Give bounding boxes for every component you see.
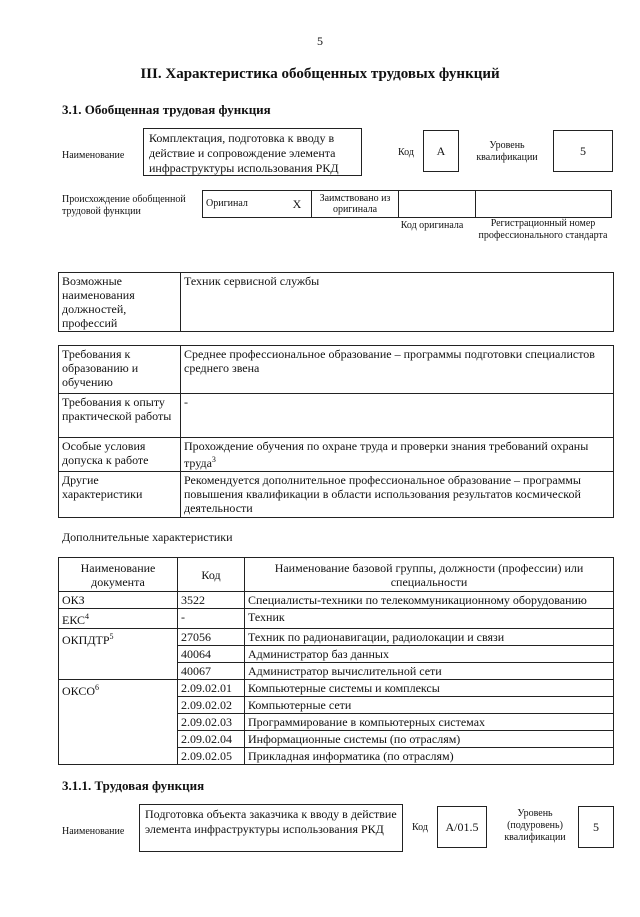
footnote-3: 3 [211, 455, 216, 464]
req-access-label: Особые условия допуска к работе [59, 438, 181, 472]
orig-code-label: Код оригинала [400, 220, 464, 231]
okso-name: Прикладная информатика (по отраслям) [245, 748, 614, 765]
section-heading-3-1: 3.1. Обобщенная трудовая функция [62, 102, 271, 117]
original-mark: X [283, 191, 312, 218]
original-label: Оригинал [203, 191, 284, 218]
okpdtr-name: Администратор вычислительной сети [245, 663, 614, 680]
okpdtr-code: 40067 [178, 663, 245, 680]
okso-code: 2.09.02.02 [178, 697, 245, 714]
borrowed-label: Заимствовано из оригинала [312, 191, 399, 218]
okso-doc-cell [59, 680, 178, 765]
okso-doc: ОКСО [62, 684, 96, 698]
col-code-header: Код [178, 558, 245, 592]
footnote-4: 4 [85, 612, 90, 621]
tf-level-value: 5 [593, 820, 599, 834]
code-box [423, 130, 459, 172]
okpdtr-doc-cell [59, 629, 178, 680]
req-education-label: Требования к образованию и обучению [59, 346, 181, 394]
footnote-5: 5 [109, 632, 114, 641]
page-number: 5 [317, 34, 323, 48]
eks-code: - [178, 609, 245, 629]
level-label: Уровень квалификации [476, 140, 538, 163]
additional-heading: Дополнительные характеристики [62, 530, 233, 544]
okpdtr-code: 40064 [178, 646, 245, 663]
okso-code: 2.09.02.01 [178, 680, 245, 697]
tf-name-label: Наименование [62, 826, 125, 837]
requirements-table [58, 345, 614, 518]
okpdtr-code: 27056 [178, 629, 245, 646]
section-title: III. Характеристика обобщенных трудовых функций [140, 66, 500, 82]
req-access-cell [181, 438, 614, 472]
code-label: Код [398, 147, 414, 158]
positions-value: Техник сервисной службы [181, 273, 614, 332]
tf-name-value: Подготовка объекта заказчика к вводу в действие элемента инфраструктуры использования РКД [145, 807, 397, 836]
okpdtr-name: Техник по радионавигации, радиолокации и связи [245, 629, 614, 646]
positions-table [58, 272, 614, 332]
okpdtr-doc: ОКПДТР [62, 633, 110, 647]
origin-label: Происхождение обобщенной трудовой функции [62, 194, 186, 217]
origin-table [202, 190, 612, 218]
level-value: 5 [580, 144, 586, 158]
tf-level-label: Уровень (подуровень) квалификации [504, 808, 566, 843]
section-heading-3-1-1: 3.1.1. Трудовая функция [62, 778, 205, 793]
tf-code-box [437, 806, 487, 848]
name-label: Наименование [62, 150, 125, 161]
eks-doc-cell [59, 609, 178, 629]
tf-code-value: A/01.5 [445, 820, 479, 834]
eks-name: Техник [245, 609, 614, 629]
okso-code: 2.09.02.03 [178, 714, 245, 731]
eks-doc: ЕКС [62, 613, 86, 627]
reg-number-cell [476, 191, 612, 218]
okpdtr-name: Администратор баз данных [245, 646, 614, 663]
okz-doc: ОКЗ [59, 592, 178, 609]
function-name-value: Комплектация, подготовка к вводу в действие и сопровождение элемента инфраструктуры использования РКД [149, 131, 339, 175]
level-box [553, 130, 613, 172]
reg-number-label: Регистрационный номер профессионального стандарта [478, 218, 608, 241]
okz-name: Специалисты-техники по телекоммуникационному оборудованию [245, 592, 614, 609]
tf-code-label: Код [412, 822, 428, 833]
okso-name: Компьютерные системы и комплексы [245, 680, 614, 697]
col-name-header: Наименование базовой группы, должности (профессии) или специальности [245, 558, 614, 592]
okso-name: Компьютерные сети [245, 697, 614, 714]
okz-code: 3522 [178, 592, 245, 609]
req-experience-value: - [181, 394, 614, 438]
req-experience-label: Требования к опыту практической работы [59, 394, 181, 438]
function-name-box [143, 128, 362, 176]
okso-name: Информационные системы (по отраслям) [245, 731, 614, 748]
footnote-6: 6 [95, 683, 100, 692]
okso-code: 2.09.02.04 [178, 731, 245, 748]
original-code-cell [399, 191, 476, 218]
req-other-label: Другие характеристики [59, 472, 181, 518]
col-doc-header: Наименование документа [59, 558, 178, 592]
tf-level-box [578, 806, 614, 848]
req-access-value: Прохождение обучения по охране труда и проверки знания требований охраны труда [184, 439, 589, 470]
okso-name: Программирование в компьютерных системах [245, 714, 614, 731]
positions-label: Возможные наименования должностей, профессий [59, 273, 181, 332]
okso-code: 2.09.02.05 [178, 748, 245, 765]
code-value: A [436, 144, 446, 158]
req-education-value: Среднее профессиональное образование – программы подготовки специалистов среднего звена [181, 346, 614, 394]
req-other-value: Рекомендуется дополнительное профессиональное образование – программы повышения квалификации в области использования результатов космической деятельности [181, 472, 614, 518]
additional-table [58, 557, 614, 765]
tf-name-box [139, 804, 403, 852]
